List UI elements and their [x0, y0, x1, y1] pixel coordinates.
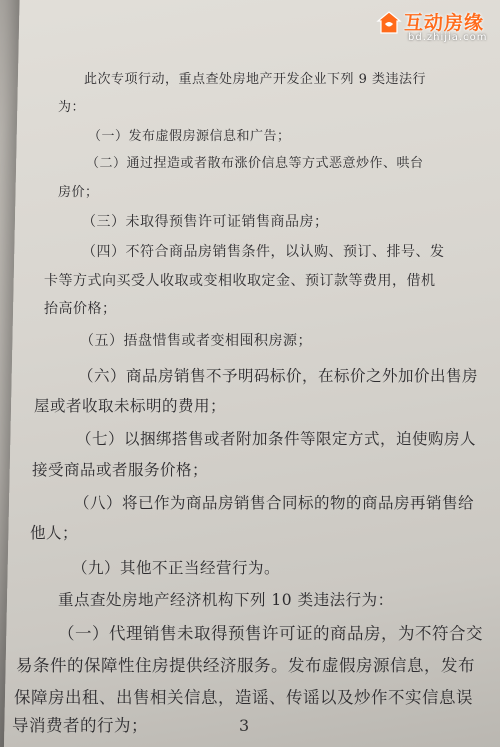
text-line: 屋或者收取未标明的费用；	[34, 397, 227, 415]
text-line: 接受商品或者服务价格；	[32, 461, 209, 479]
text-line: （八）将已作为商品房销售合同标的物的商品房再销售给	[74, 494, 475, 512]
text-line: 保障房出租、出售相关信息，造谣、传谣以及炒作不实信息误	[14, 688, 473, 707]
text-line: （一）发布虚假房源信息和广告；	[88, 129, 291, 144]
text-line: （九）其他不正当经营行为。	[72, 559, 281, 577]
watermark-brand: 互动房缘	[404, 12, 485, 34]
text-line: （六）商品房销售不予明码标价，在标价之外加价出售房	[78, 367, 479, 385]
watermark-logo	[376, 6, 498, 48]
watermark-site: bd.zhijia.com	[408, 32, 488, 43]
text-line: 导消费者的行为；	[12, 716, 148, 735]
house-logo-icon	[376, 10, 402, 36]
text-line: （一）代理销售未取得预售许可证的商品房，为不符合交	[58, 624, 483, 643]
text-line: 重点查处房地产经济机构下列 10 类违法行为：	[58, 591, 394, 609]
text-line: 房价；	[58, 185, 99, 200]
text-line: （五）捂盘惜售或者变相囤积房源；	[80, 333, 312, 349]
text-line: （二）通过捏造或者散布涨价信息等方式恶意炒作、哄台	[86, 156, 424, 171]
text-line: 抬高价格；	[44, 301, 117, 317]
text-line: 卡等方式向买受人收取或变相收取定金、预订款等费用，借机	[44, 273, 436, 289]
text-line: （七）以捆绑搭售或者附加条件等限定方式，迫使购房人	[76, 430, 477, 448]
text-line: 此次专项行动，重点查处房地产开发企业下列 9 类违法行	[84, 72, 427, 87]
text-line: （三）未取得预售许可证销售商品房；	[82, 214, 329, 230]
page-number: 3	[239, 716, 250, 735]
text-line: 为：	[58, 100, 86, 115]
text-line: （四）不符合商品房销售条件，以认购、预订、排号、发	[82, 244, 445, 260]
text-line: 他人；	[30, 524, 79, 542]
text-line: 易条件的保障性住房提供经济服务。发布虚假房源信息，发布	[16, 656, 475, 675]
